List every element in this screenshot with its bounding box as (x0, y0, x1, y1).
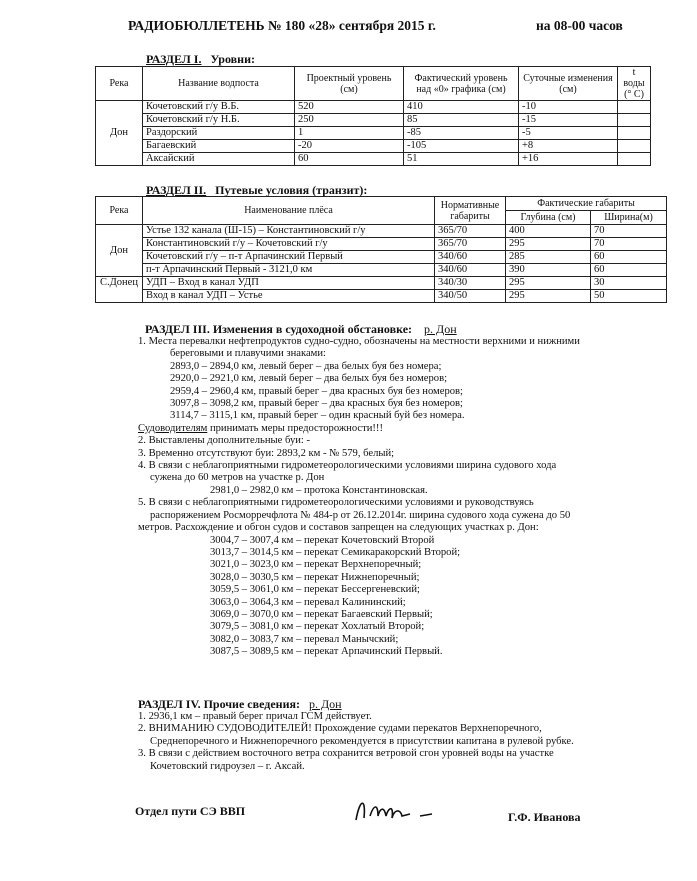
actual-cell: -85 (404, 127, 519, 140)
list-item: 2920,0 – 2921,0 км, левый берег – два белых буя без номеров; (170, 373, 448, 385)
list-item: 3021,0 – 3023,0 км – перекат Верхнепоречный; (210, 559, 422, 571)
s3-note (138, 423, 693, 435)
bulletin-title: РАДИОБЮЛЛЕТЕНЬ № 180 «28» сентября 2015 г. (128, 18, 436, 33)
table-row (96, 101, 651, 114)
temp-cell (618, 140, 651, 153)
list-item: 3082,0 – 3083,7 км – перевал Манычский; (210, 633, 399, 645)
section2-subtitle: Путевые условия (транзит): (215, 183, 368, 197)
list-item: 3004,7 – 3007,4 км – перекат Кочетовский Второй (210, 534, 435, 546)
col-depth: Глубина (см) (506, 211, 591, 225)
design-cell: 520 (295, 101, 404, 114)
s4-paragraph-1: 1. 2936,1 км – правый берег причал ГСМ действует. (138, 711, 372, 722)
table-row (96, 251, 667, 264)
actual-cell: 410 (404, 101, 519, 114)
col-station: Название водпоста (143, 67, 295, 101)
norm-cell: 340/50 (435, 290, 506, 303)
change-cell: -10 (519, 101, 618, 114)
design-cell: 250 (295, 114, 404, 127)
temp-cell (618, 127, 651, 140)
depth-cell: 295 (506, 290, 591, 303)
s4-paragraph-2: 2. ВНИМАНИЮ СУДОВОДИТЕЛЕЙ! Прохождение судами перекатов Верхнепоречного, (138, 723, 542, 735)
section3-title: РАЗДЕЛ III. Изменения в судоходной обстановке: (145, 322, 413, 336)
s3-note-text: принимать меры предосторожности!!! (207, 422, 383, 434)
norm-cell: 340/60 (435, 251, 506, 264)
s3-paragraph-4c: 2981,0 – 2982,0 км – протока Константиновская. (210, 484, 428, 496)
s3-paragraph-5b: распоряжением Росморречфлота № 484-р от 26.12.2014г. ширина судового хода сужена до 50 (150, 509, 571, 521)
table-row (96, 290, 667, 303)
change-cell: -5 (519, 127, 618, 140)
s3-paragraph-1b: береговыми и плавучими знаками: (170, 348, 326, 360)
actual-cell: -105 (404, 140, 519, 153)
col-daily-change: Суточные изменения (см) (519, 67, 618, 101)
col-actual: Фактические габариты (506, 197, 667, 211)
width-cell: 30 (591, 277, 667, 290)
depth-cell: 285 (506, 251, 591, 264)
s3-paragraph-4b: сужена до 60 метров на участке р. Дон (150, 472, 325, 484)
river-cell: С.Донец (96, 277, 143, 303)
section1-subtitle: Уровни: (210, 52, 255, 66)
station-cell: Раздорский (143, 127, 295, 140)
width-cell: 60 (591, 251, 667, 264)
signatory-name: Г.Ф. Иванова (508, 810, 581, 824)
design-cell: -20 (295, 140, 404, 153)
s3-paragraph-4: 4. В связи с неблагоприятными гидрометеорологическими условиями ширина судового хода (138, 460, 557, 472)
list-item: 2893,0 – 2894,0 км, левый берег – два белых буя без номера; (170, 360, 442, 372)
design-cell: 1 (295, 127, 404, 140)
route-header-row (96, 197, 667, 211)
table-row (96, 238, 667, 251)
s4-paragraph-3: 3. В связи с действием восточного ветра сохранится ветровой сгон уровней воды на участке (138, 748, 554, 760)
bulletin-time: на 08-00 часов (536, 18, 623, 33)
change-cell: +16 (519, 153, 618, 166)
col-width: Ширина(м) (591, 211, 667, 225)
col-river: Река (96, 67, 143, 101)
levels-header-row (96, 67, 651, 101)
reach-cell: Константиновский г/у – Кочетовский г/у (143, 238, 435, 251)
s3-paragraph-2: 2. Выставлены дополнительные буи: - (138, 435, 311, 447)
station-cell: Кочетовский г/у Н.Б. (143, 114, 295, 127)
table-row (96, 140, 651, 153)
list-item: 3097,8 – 3098,2 км, правый берег – два красных буя без номеров; (170, 398, 463, 410)
station-cell: Аксайский (143, 153, 295, 166)
s3-paragraph-5: 5. В связи с неблагоприятными гидрометеорологическими условиями и руководствуясь (138, 497, 534, 509)
section4-heading (138, 697, 342, 712)
section4-title: РАЗДЕЛ IV. Прочие сведения: (138, 697, 300, 711)
col-norm: Нормативные габариты (435, 197, 506, 225)
section2-title: РАЗДЕЛ II. (146, 183, 207, 197)
river-cell: Дон (96, 101, 143, 166)
station-cell: Багаевский (143, 140, 295, 153)
table-row (96, 225, 667, 238)
station-cell: Кочетовский г/у В.Б. (143, 101, 295, 114)
route-table (95, 196, 667, 303)
river-cell: Дон (96, 225, 143, 277)
signature-image (348, 790, 448, 830)
depth-cell: 295 (506, 277, 591, 290)
temp-cell (618, 101, 651, 114)
actual-cell: 51 (404, 153, 519, 166)
list-item: 3013,7 – 3014,5 км – перекат Семикаракорский Второй; (210, 546, 461, 558)
section1-title: РАЗДЕЛ I. (146, 52, 202, 66)
s4-paragraph-2b: Среднепоречного и Нижнепоречного рекомендуется в присутствии капитана в рулевой рубке. (150, 735, 574, 747)
list-item: 2959,4 – 2960,4 км, правый берег – два красных буя без номеров; (170, 385, 463, 397)
change-cell: +8 (519, 140, 618, 153)
s3-note-underlined: Судоводителям (138, 422, 208, 434)
department-label: Отдел пути СЭ ВВП (135, 804, 246, 818)
table-row (96, 153, 651, 166)
col-actual-level: Фактический уровень над «0» графика (см) (404, 67, 519, 101)
section3-body (138, 336, 693, 659)
list-item: 3028,0 – 3030,5 км – перекат Нижнепоречный; (210, 571, 420, 583)
section3-heading (145, 322, 457, 337)
section4-river: р. Дон (309, 697, 342, 711)
norm-cell: 365/70 (435, 238, 506, 251)
depth-cell: 400 (506, 225, 591, 238)
table-row (96, 127, 651, 140)
table-row (96, 264, 667, 277)
section3-river: р. Дон (424, 322, 457, 336)
norm-cell: 365/70 (435, 225, 506, 238)
list-item: 3087,5 – 3089,5 км – перекат Арпачинский Первый. (210, 646, 443, 658)
width-cell: 70 (591, 238, 667, 251)
col-water-temp: t воды (° С) (618, 67, 651, 101)
depth-cell: 295 (506, 238, 591, 251)
actual-cell: 85 (404, 114, 519, 127)
list-item: 3069,0 – 3070,0 км – перекат Багаевский Первый; (210, 608, 433, 620)
depth-cell: 390 (506, 264, 591, 277)
section4-body (138, 711, 693, 773)
reach-cell: Вход в канал УДП – Устье (143, 290, 435, 303)
list-item: 3114,7 – 3115,1 км, правый берег – один красный буй без номера. (170, 410, 465, 422)
temp-cell (618, 153, 651, 166)
width-cell: 60 (591, 264, 667, 277)
table-row (96, 277, 667, 290)
list-item: 3079,5 – 3081,0 км – перекат Хохлатый Второй; (210, 621, 425, 633)
width-cell: 70 (591, 225, 667, 238)
reach-cell: Устье 132 канала (Ш-15) – Константиновский г/у (143, 225, 435, 238)
col-design-level: Проектный уровень (см) (295, 67, 404, 101)
list-item: 3059,5 – 3061,0 км – перекат Бессергеневский; (210, 584, 420, 596)
norm-cell: 340/30 (435, 277, 506, 290)
section1-heading (146, 52, 255, 67)
reach-cell: УДП – Вход в канал УДП (143, 277, 435, 290)
reach-cell: п-т Арпачинский Первый - 3121,0 км (143, 264, 435, 277)
change-cell: -15 (519, 114, 618, 127)
list-item: 3063,0 – 3064,3 км – перевал Калининский; (210, 596, 406, 608)
col-river: Река (96, 197, 143, 225)
s3-paragraph-1: 1. Места перевалки нефтепродуктов судно-судно, обозначены на местности верхними и нижними (138, 336, 580, 347)
s4-paragraph-3b: Кочетовский гидроузел – г. Аксай. (150, 760, 305, 772)
table-row (96, 114, 651, 127)
levels-table (95, 66, 651, 166)
design-cell: 60 (295, 153, 404, 166)
s3-paragraph-5c: метров. Расхождение и обгон судов и составов запрещен на следующих участках р. Дон: (138, 522, 539, 534)
reach-cell: Кочетовский г/у – п-т Арпачинский Первый (143, 251, 435, 264)
width-cell: 50 (591, 290, 667, 303)
s3-paragraph-3: 3. Временно отсутствуют буи: 2893,2 км - № 579, белый; (138, 447, 395, 459)
temp-cell (618, 114, 651, 127)
col-reach: Наименование плёса (143, 197, 435, 225)
norm-cell: 340/60 (435, 264, 506, 277)
